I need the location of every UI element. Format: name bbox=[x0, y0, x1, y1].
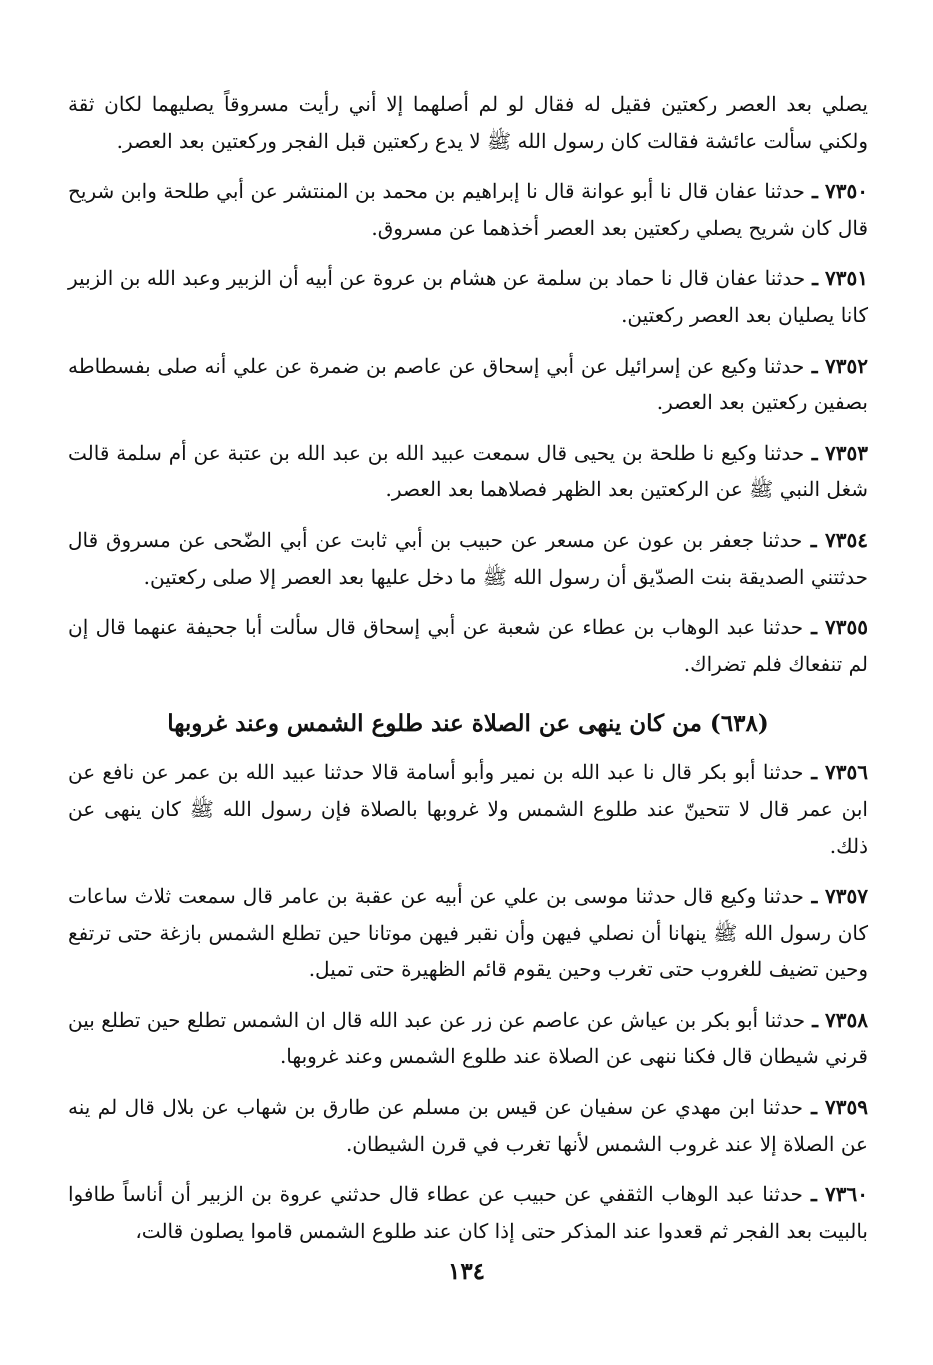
hadith-text: حدثنا عفان قال نا حماد بن سلمة عن هشام بن عروة عن أبيه أن الزبير وعبد الله بن الزبير كانا يصليان بعد العصر ركعتين. bbox=[68, 266, 868, 327]
paragraph bbox=[68, 173, 868, 246]
hadith-number: ٧٣٥٦ ـ bbox=[803, 760, 868, 785]
hadith-number: ٧٣٦٠ ـ bbox=[802, 1182, 868, 1207]
hadith-number: ٧٣٥٧ ـ bbox=[803, 884, 868, 909]
hadith-text: حدثنا أبو بكر قال نا عبد الله بن نمير وأبو أسامة قالا حدثنا عبيد الله بن عمر عن نافع عن ابن عمر قال لا تتحينّ عند طلوع الشمس ولا غروبها بالصلاة فإن رسول الله ﷺ كان ينهى عن ذلك. bbox=[68, 760, 868, 858]
paragraph bbox=[68, 86, 868, 159]
paragraph bbox=[68, 878, 868, 988]
page-body bbox=[68, 86, 868, 1263]
hadith-number: ٧٣٥٨ ـ bbox=[805, 1007, 868, 1032]
paragraph bbox=[68, 1089, 868, 1162]
hadith-text: حدثنا وكيع عن إسرائيل عن أبي إسحاق عن عاصم بن ضمرة عن علي أنه صلى بفسطاطه بصفين ركعتين بعد العصر. bbox=[68, 353, 868, 415]
hadith-number: ٧٣٥٠ ـ bbox=[804, 179, 868, 204]
paragraph bbox=[68, 754, 868, 864]
hadith-text: حدثنا عفان قال نا أبو عوانة قال نا إبراهيم بن محمد بن المنتشر عن أبي طلحة وابن شريح قال كان شريح يصلي ركعتين بعد العصر أخذهما عن مسروق. bbox=[68, 179, 868, 240]
hadith-text: يصلي بعد العصر ركعتين فقيل له فقال لو لم أصلهما إلا أني رأيت مسروقاً يصليهما لكان ثقة ولكني سألت عائشة فقالت كان رسول الله ﷺ لا يدع ركعتين قبل الفجر وركعتين بعد العصر. bbox=[68, 92, 868, 153]
hadith-text: حدثنا أبو بكر بن عياش عن عاصم عن زر عن عبد الله قال ان الشمس تطلع حين تطلع بين قرني شيطان قال فكنا ننهى عن الصلاة عند طلوع الشمس وعند غروبها. bbox=[68, 1007, 868, 1069]
paragraph bbox=[68, 522, 868, 595]
hadith-number: ٧٣٥١ ـ bbox=[805, 266, 868, 291]
paragraph bbox=[68, 1002, 868, 1075]
hadith-number: ٧٣٥٢ ـ bbox=[804, 353, 868, 378]
hadith-text: حدثنا جعفر بن عون عن مسعر عن حبيب بن أبي ثابت عن أبي الضّحى عن مسروق قال حدثتني الصديقة بنت الصدّيق أن رسول الله ﷺ ما دخل عليها بعد العصر إلا صلى ركعتين. bbox=[68, 527, 868, 589]
section-heading: (٦٣٨) من كان ينهى عن الصلاة عند طلوع الشمس وعند غروبها bbox=[167, 710, 769, 738]
paragraph bbox=[68, 260, 868, 333]
hadith-text: حدثنا عبد الوهاب الثقفي عن حبيب عن عطاء قال حدثني عروة بن الزبير أن أناساً طافوا بالبيت بعد الفجر ثم قعدوا عند المذكر حتى إذا كان عند طلوع الشمس قاموا يصلون قالت، bbox=[68, 1182, 868, 1243]
hadith-text: حدثنا وكيع نا طلحة بن يحيى قال سمعت عبيد الله بن عبد الله بن عتبة عن أم سلمة قالت شغل النبي ﷺ عن الركعتين بعد الظهر فصلاهما بعد العصر. bbox=[68, 440, 868, 502]
hadith-text: حدثنا عبد الوهاب بن عطاء عن شعبة عن أبي إسحاق قال سألت أبا جحيفة عنهما قال إن لم تنفعاك فلم تضراك. bbox=[68, 615, 868, 676]
paragraph bbox=[68, 609, 868, 682]
paragraph bbox=[68, 1176, 868, 1249]
page-number: ١٣٤ bbox=[447, 1258, 486, 1285]
hadith-number: ٧٣٥٣ ـ bbox=[804, 440, 868, 465]
hadith-number: ٧٣٥٥ ـ bbox=[803, 615, 868, 640]
paragraph bbox=[68, 348, 868, 421]
paragraph bbox=[68, 435, 868, 508]
hadith-text: حدثنا ابن مهدي عن سفيان عن قيس بن مسلم عن طارق بن شهاب عن بلال قال لم ينه عن الصلاة إلا عند غروب الشمس لأنها تغرب في قرن الشيطان. bbox=[68, 1095, 868, 1156]
hadith-number: ٧٣٥٤ ـ bbox=[802, 527, 868, 552]
hadith-text: حدثنا وكيع قال حدثنا موسى بن علي عن أبيه عن عقبة بن عامر قال سمعت ثلاث ساعات كان رسول الله ﷺ ينهانا أن نصلي فيهن وأن نقبر فيهن موتانا حين تطلع الشمس بازغة حتى ترتفع وحين تضيف للغروب حتى تغرب وحين يقوم قائم الظهيرة حتى تميل. bbox=[68, 884, 868, 982]
hadith-number: ٧٣٥٩ ـ bbox=[803, 1095, 868, 1120]
